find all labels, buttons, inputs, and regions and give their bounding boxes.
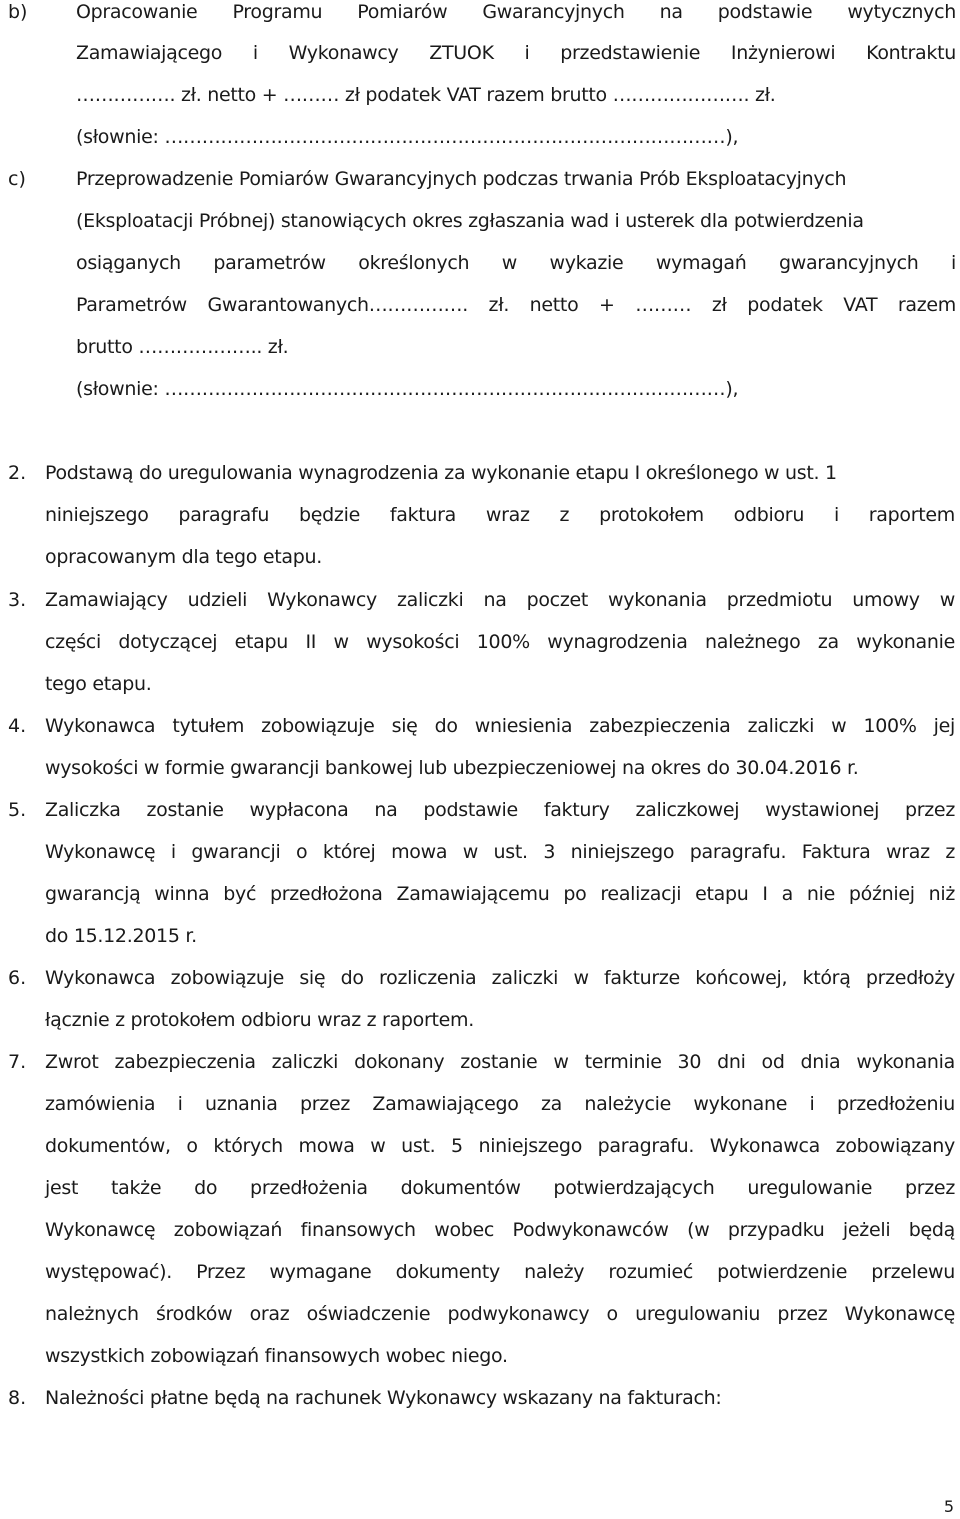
item-5-line-3: gwarancją winna być przedłożona Zamawiającemu po realizacji etapu I a nie później niż bbox=[45, 883, 955, 905]
item-b-marker: b) bbox=[8, 1, 28, 23]
item-4-line-2: wysokości w formie gwarancji bankowej lub ubezpieczeniowej na okres do 30.04.2016 r. bbox=[45, 757, 859, 779]
page-number: 5 bbox=[943, 1497, 954, 1516]
item-7-line-3: dokumentów, o których mowa w ust. 5 niniejszego paragrafu. Wykonawca zobowiązany bbox=[45, 1135, 955, 1157]
item-c-marker: c) bbox=[8, 168, 26, 190]
item-3-line-2: części dotyczącej etapu II w wysokości 100% wynagrodzenia należnego za wykonanie bbox=[45, 631, 955, 653]
item-c-line-2: (Eksploatacji Próbnej) stanowiących okres zgłaszania wad i usterek dla potwierdzenia bbox=[76, 210, 864, 232]
item-2-line-1: Podstawą do uregulowania wynagrodzenia za wykonanie etapu I określonego w ust. 1 bbox=[45, 462, 837, 484]
item-6-line-2: łącznie z protokołem odbioru wraz z raportem. bbox=[45, 1009, 474, 1031]
item-7-line-4: jest także do przedłożenia dokumentów potwierdzających uregulowanie przez bbox=[45, 1177, 955, 1199]
item-7-line-2: zamówienia i uznania przez Zamawiającego za należycie wykonane i przedłożeniu bbox=[45, 1093, 955, 1115]
item-5-line-4: do 15.12.2015 r. bbox=[45, 925, 197, 947]
item-7-line-1: Zwrot zabezpieczenia zaliczki dokonany zostanie w terminie 30 dni od dnia wykonania bbox=[45, 1051, 955, 1073]
item-7-marker: 7. bbox=[8, 1051, 27, 1073]
item-c-line-6: (słownie: ………………………………………………………………………………), bbox=[76, 378, 739, 400]
item-c-line-4: Parametrów Gwarantowanych……………. zł. netto + ……… zł podatek VAT razem bbox=[76, 294, 956, 316]
item-2-marker: 2. bbox=[8, 462, 27, 484]
item-3-line-1: Zamawiający udzieli Wykonawcy zaliczki na poczet wykonania przedmiotu umowy w bbox=[45, 589, 955, 611]
item-4-line-1: Wykonawca tytułem zobowiązuje się do wniesienia zabezpieczenia zaliczki w 100% jej bbox=[45, 715, 955, 737]
item-b-line-1: Opracowanie Programu Pomiarów Gwarancyjnych na podstawie wytycznych bbox=[76, 1, 956, 23]
item-4-marker: 4. bbox=[8, 715, 27, 737]
item-2-line-3: opracowanym dla tego etapu. bbox=[45, 546, 322, 568]
item-c-line-1: Przeprowadzenie Pomiarów Gwarancyjnych podczas trwania Prób Eksploatacyjnych bbox=[76, 168, 847, 190]
item-7-line-7: należnych środków oraz oświadczenie podwykonawcy o uregulowaniu przez Wykonawcę bbox=[45, 1303, 955, 1325]
item-3-marker: 3. bbox=[8, 589, 27, 611]
item-2-line-2: niniejszego paragrafu będzie faktura wraz z protokołem odbioru i raportem bbox=[45, 504, 955, 526]
item-8-marker: 8. bbox=[8, 1387, 27, 1409]
item-b-line-4: (słownie: ………………………………………………………………………………), bbox=[76, 126, 739, 148]
item-b-line-2: Zamawiającego i Wykonawcy ZTUOK i przedstawienie Inżynierowi Kontraktu bbox=[76, 42, 956, 64]
item-8-line-1: Należności płatne będą na rachunek Wykonawcy wskazany na fakturach: bbox=[45, 1387, 722, 1409]
item-c-line-5: brutto ……………….. zł. bbox=[76, 336, 289, 358]
item-5-line-2: Wykonawcę i gwarancji o której mowa w ust. 3 niniejszego paragrafu. Faktura wraz z bbox=[45, 841, 955, 863]
item-6-marker: 6. bbox=[8, 967, 27, 989]
item-7-line-8: wszystkich zobowiązań finansowych wobec niego. bbox=[45, 1345, 508, 1367]
item-5-marker: 5. bbox=[8, 799, 27, 821]
item-7-line-5: Wykonawcę zobowiązań finansowych wobec Podwykonawców (w przypadku jeżeli będą bbox=[45, 1219, 955, 1241]
item-7-line-6: występować). Przez wymagane dokumenty należy rozumieć potwierdzenie przelewu bbox=[45, 1261, 955, 1283]
item-b-line-3: ……………. zł. netto + ……… zł podatek VAT razem brutto …………………. zł. bbox=[76, 84, 776, 106]
item-5-line-1: Zaliczka zostanie wypłacona na podstawie faktury zaliczkowej wystawionej przez bbox=[45, 799, 955, 821]
item-3-line-3: tego etapu. bbox=[45, 673, 152, 695]
item-c-line-3: osiąganych parametrów określonych w wykazie wymagań gwarancyjnych i bbox=[76, 252, 956, 274]
item-6-line-1: Wykonawca zobowiązuje się do rozliczenia zaliczki w fakturze końcowej, którą przedłoży bbox=[45, 967, 955, 989]
